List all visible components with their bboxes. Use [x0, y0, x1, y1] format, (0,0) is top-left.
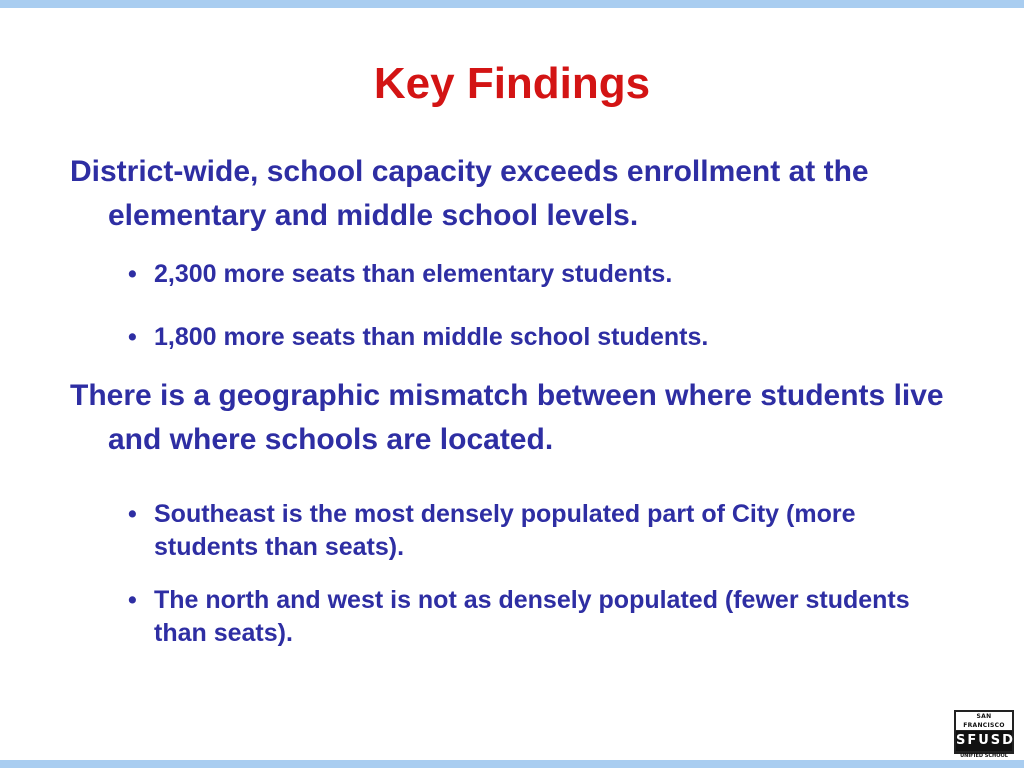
bullet-icon: • [128, 260, 137, 288]
sfusd-logo [954, 710, 1015, 759]
bullet-text: The north and west is not as densely populated (fewer students than seats). [154, 586, 910, 647]
bullet-icon: • [128, 323, 137, 351]
bullet-item [70, 584, 950, 650]
top-accent-bar [0, 0, 1024, 8]
finding-heading: There is a geographic mismatch between where students live and where schools are located. [70, 379, 944, 456]
logo-main-text: SFUSD [956, 731, 1012, 751]
finding-heading: District-wide, school capacity exceeds enrollment at the elementary and middle school levels. [70, 155, 869, 232]
bullet-text: 1,800 more seats than middle school students. [154, 323, 709, 351]
bullet-item [70, 321, 950, 354]
slide-content [70, 150, 950, 650]
bottom-accent-bar [0, 760, 1024, 768]
bullet-text: Southeast is the most densely populated part of City (more students than seats). [154, 500, 856, 561]
bullet-item [70, 258, 950, 291]
bullet-text: 2,300 more seats than elementary students. [154, 260, 673, 288]
bullet-icon: • [128, 586, 137, 614]
bullet-item [70, 498, 950, 564]
bullet-icon: • [128, 500, 137, 528]
slide-title: Key Findings [373, 59, 651, 108]
logo-top-text: SAN FRANCISCO [956, 712, 1012, 731]
logo-bottom-text: UNIFIED SCHOOL [956, 751, 1012, 768]
